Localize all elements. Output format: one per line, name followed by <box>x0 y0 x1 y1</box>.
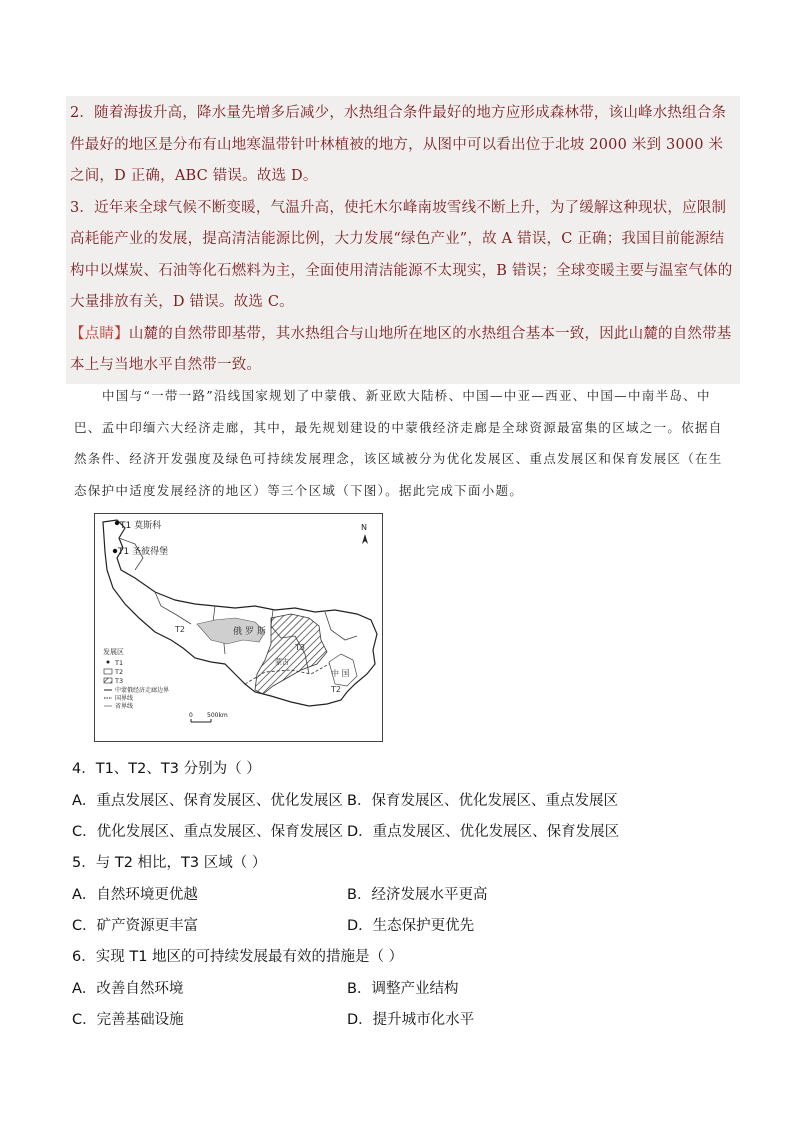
answer-3: 3．近年来全球气候不断变暖，气温升高，使托木尔峰南坡雪线不断上升，为了缓解这种现状，应限制高耗能产业的发展，提高清洁能源比例，大力发展“绿色产业”，故 A 错误，C 正确；我国目前能源结构中以煤炭、石油等化石燃料为主，全面使用清洁能源不太现实，B 错误；全球变暖主要与温室气体的大量排放有关，D 错误。故选 C。 <box>70 199 733 310</box>
svg-text:500km: 500km <box>207 712 228 719</box>
label-t2-west: T2 <box>175 625 185 634</box>
answer-explanation-block <box>66 96 740 384</box>
svg-text:N: N <box>361 523 367 532</box>
q5-option-a[interactable]: A．自然环境更优越 <box>72 887 198 903</box>
label-stpetersburg: T1 圣彼得堡 <box>118 547 169 557</box>
q4-option-d[interactable]: D．重点发展区、优化发展区、保育发展区 <box>347 824 620 840</box>
stpetersburg-dot <box>113 549 117 553</box>
reading-material <box>74 380 724 506</box>
q6-option-c[interactable]: C．完善基础设施 <box>72 1012 184 1028</box>
moscow-dot <box>115 521 119 525</box>
question-6-stem: 6．实现 T1 地区的可持续发展最有效的措施是（ ） <box>72 949 404 965</box>
q4-option-a[interactable]: A．重点发展区、保育发展区、优化发展区 <box>72 793 343 809</box>
q5-option-b[interactable]: B．经济发展水平更高 <box>347 887 488 903</box>
label-t2-east: T2 <box>331 685 341 694</box>
corridor-map <box>94 513 383 742</box>
legend-title: 发展区 <box>103 648 124 656</box>
question-5-stem: 5．与 T2 相比，T3 区域（ ） <box>72 855 267 871</box>
legend-corridor-boundary: 中蒙俄经济走廊边界 <box>115 687 170 694</box>
scale-bar <box>189 712 228 722</box>
q5-option-d[interactable]: D．生态保护更优先 <box>347 918 475 934</box>
question-4-stem: 4．T1、T2、T3 分别为（ ） <box>72 761 261 777</box>
q4-option-c[interactable]: C．优化发展区、重点发展区、保育发展区 <box>72 824 344 840</box>
label-moscow: T1 莫斯科 <box>120 521 162 531</box>
legend-national-border: 国界线 <box>115 695 134 702</box>
north-arrow-icon <box>361 523 368 544</box>
map-figure <box>95 514 382 741</box>
q6-option-b[interactable]: B．调整产业结构 <box>347 981 459 997</box>
answer-2: 2．随着海拔升高，降水量先增多后减少，水热组合条件最好的地方应形成森林带，该山峰水热组合条件最好的地区是分布有山地寒温带针叶林植被的地方，从图中可以看出位于北坡 2000 米到 3000 米之间，D 正确，ABC 错误。故选 D。 <box>70 105 727 184</box>
svg-text:0: 0 <box>189 712 193 719</box>
label-mongolia: 蒙古 <box>275 658 289 666</box>
tip-tag: 【点睛】 <box>70 325 129 342</box>
label-russia: 俄 罗 斯 <box>233 627 266 637</box>
legend-provincial-border: 省界线 <box>115 703 134 710</box>
q4-option-b[interactable]: B．保育发展区、优化发展区、重点发展区 <box>347 793 618 809</box>
tip-paragraph <box>70 319 736 382</box>
legend-t2: T2 <box>115 668 124 676</box>
label-t3: T3 <box>295 643 305 652</box>
material-text: 中国与“一带一路”沿线国家规划了中蒙俄、新亚欧大陆桥、中国—中亚—西亚、中国—中南半岛、中巴、孟中印缅六大经济走廊，其中，最先规划建设的中蒙俄经济走廊是全球资源最富集的区域之一。依据自然条件、经济开发强度及绿色可持续发展理念，该区域被分为优化发展区、重点发展区和保育发展区（在生态保护中适度发展经济的地区）等三个区域（下图）。据此完成下面小题。 <box>74 388 723 498</box>
q6-option-a[interactable]: A．改善自然环境 <box>72 981 184 997</box>
q5-option-c[interactable]: C．矿产资源更丰富 <box>72 918 199 934</box>
map-legend <box>103 647 169 710</box>
q6-option-d[interactable]: D．提升城市化水平 <box>347 1012 475 1028</box>
label-china: 中 国 <box>331 669 350 678</box>
legend-t1: T1 <box>115 659 124 667</box>
legend-t3: T3 <box>115 677 124 685</box>
tip-text: 山麓的自然带即基带，其水热组合与山地所在地区的水热组合基本一致，因此山麓的自然带基本上与当地水平自然带一致。 <box>70 325 732 373</box>
